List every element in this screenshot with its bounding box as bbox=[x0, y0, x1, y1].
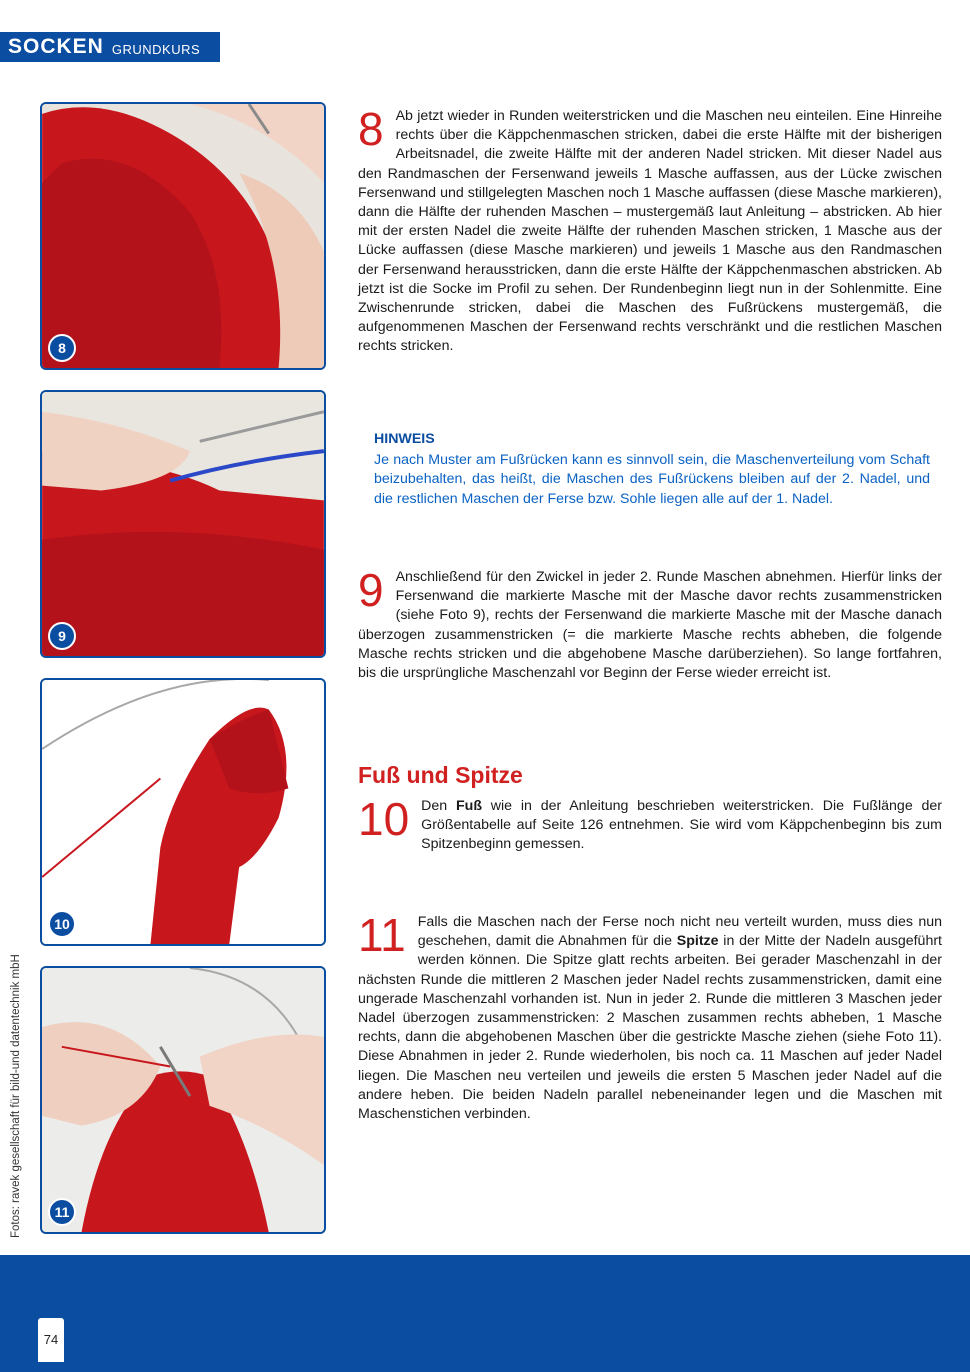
photo-step-11 bbox=[40, 966, 326, 1234]
knitting-photo-9-illustration bbox=[42, 392, 324, 656]
knitting-photo-8-illustration bbox=[42, 104, 324, 368]
photo-badge-9: 9 bbox=[48, 622, 76, 650]
photo-step-10 bbox=[40, 678, 326, 946]
page-number: 74 bbox=[38, 1318, 64, 1362]
knitting-photo-11-illustration bbox=[42, 968, 324, 1232]
photo-badge-11: 11 bbox=[48, 1198, 76, 1226]
step-number: 10 bbox=[358, 793, 410, 845]
step-11 bbox=[358, 909, 942, 1124]
step-text: Anschließend für den Zwickel in jeder 2. Runde Maschen abnehmen. Hierfür links der Fersenwand die markierte Masche mit der Masche davor rechts zusammenstricken (siehe Foto 9), rechts der Fersenwand die markierte Masche mit der Masche danach überzogen zusammenstricken (= die markierte Masche rechts abheben, die folgende Masche rechts stricken und die abgehobene Masche darüberziehen). So lange fortfahren, bis die ursprüngliche Maschenzahl vor Beginn der Ferse wieder erreicht ist. bbox=[358, 569, 942, 682]
header-subtitle: GRUNDKURS bbox=[111, 41, 201, 57]
hint-box bbox=[374, 430, 930, 509]
step-number: 9 bbox=[358, 564, 384, 616]
photo-step-9 bbox=[40, 390, 326, 658]
step-number: 8 bbox=[358, 103, 384, 155]
step-text-before: Den bbox=[421, 798, 456, 814]
step-text-after: wie in der Anleitung beschrieben weiterstricken. Die Fußlänge der Größentabelle auf Seite 126 entnehmen. Sie wird vom Käppchenbeginn bis zum Spitzenbeginn gemessen. bbox=[421, 798, 943, 853]
step-text-bold: Fuß bbox=[456, 798, 482, 814]
footer-band bbox=[0, 1255, 970, 1372]
photo-badge-8: 8 bbox=[48, 334, 76, 362]
photo-badge-10: 10 bbox=[48, 910, 76, 938]
step-8 bbox=[358, 103, 942, 357]
photo-credit: Fotos: ravek gesellschaft für bild-und datentechnik mbH bbox=[10, 954, 22, 1238]
step-text: Ab jetzt wieder in Runden weiterstricken und die Maschen neu einteilen. Eine Hinreihe rechts über die Käppchenmaschen stricken, dabei die erste Hälfte mit der bisherigen Arbeitsnadel, die zweite Hälfte mit der anderen Nadel stricken. Mit dieser Nadel aus den Randmaschen der Fersenwand jeweils 1 Masche auffassen, aus der Lücke zwischen Fersenwand und stillgelegten Maschen noch 1 Masche auffassen (diese Masche markieren), dann die Hälfte der ruhenden Maschen – mustergemäß laut Anleitung – abstricken. Ab hier mit der ersten Nadel die zweite Hälfte der ruhenden Maschen stricken, 1 Masche aus der Lücke auffassen (diese Masche markieren) und jeweils 1 Masche aus den Randmaschen der Fersenwand herausstricken, dann die erste Hälfte der Käppchenmaschen abstricken. Ab jetzt ist die Socke im Profil zu sehen. Der Rundenbeginn liegt nun in der Sohlenmitte. Eine Zwischenrunde stricken, dabei die Maschen des Fußrückens mustergemäß, die aufgenommenen Maschen der Fersenwand rechts verschränkt und die restlichen Maschen rechts stricken. bbox=[358, 108, 942, 355]
header-title: SOCKEN bbox=[8, 35, 104, 58]
step-number: 11 bbox=[358, 909, 406, 961]
knitting-photo-10-illustration bbox=[42, 680, 324, 944]
section-heading: Fuß und Spitze bbox=[358, 762, 523, 788]
section-header bbox=[0, 32, 220, 62]
step-text-before: Falls die Maschen nach der Ferse noch nicht neu verteilt wurden, muss dies nun geschehen, damit die Abnahmen für die bbox=[417, 914, 942, 950]
step-10 bbox=[358, 793, 943, 855]
step-text-after: in der Mitte der Nadeln ausgeführt werden können. Die Spitze glatt rechts arbeiten. Bei gerader Maschenzahl in der nächsten Runde die mittleren 2 Maschen jeder Nadel rechts zusammenstricken, damit eine ungerade Maschenzahl vorhanden ist. Nun in jeder 2. Runde die mittleren 3 Maschen jeder Nadel überzogen zusammenstricken: 2 Maschen zusammen rechts abheben, 1 Masche rechts, dann die abgehobenen Maschen über die gestrickte Masche ziehen (siehe Foto 11). Diese Abnahmen in jeder 2. Runde wiederholen, bis noch ca. 11 Maschen auf jeder Nadel liegen. Die Maschen neu verteilen und jeweils die ersten 5 Maschen jeder Nadel auf die andere heben. Die beiden Nadeln parallel nebeneinander legen und die Maschen mit Maschenstichen verbinden. bbox=[358, 933, 942, 1123]
hint-text: Je nach Muster am Fußrücken kann es sinnvoll sein, die Maschenverteilung vom Schaft beizubehalten, das heißt, die Maschen des Fußrückens bleiben auf der 2. Nadel, und die restlichen Maschen der Ferse bzw. Sohle liegen alle auf der 1. Nadel. bbox=[374, 452, 930, 507]
hint-title: HINWEIS bbox=[374, 431, 435, 447]
step-9 bbox=[358, 564, 942, 683]
step-text-bold: Spitze bbox=[676, 933, 719, 950]
photo-step-8 bbox=[40, 102, 326, 370]
